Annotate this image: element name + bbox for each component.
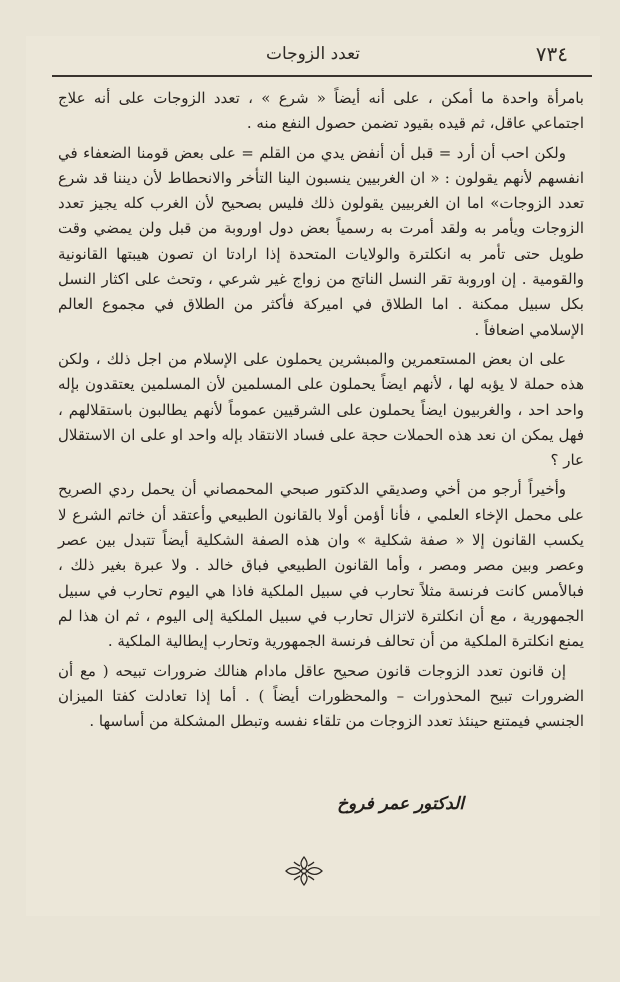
paragraph-5: إن قانون تعدد الزوجات قانون صحيح عاقل مادام هنالك ضرورات تبيحه ( مع أن الضرورات تبيح المحذورات – والمحظورات أيضاً ) . أما إذا تعادلت كفتا الميزان الجنسي فيمتنع حينئذ تعدد الزوجات من تلقاء نفسه وتبطل المشكلة من أساسها . <box>58 661 584 731</box>
running-title: تعدد الزوجات <box>265 44 360 64</box>
page-number: ٧٣٤ <box>535 42 568 66</box>
author-signature: الدكتور عمر فروخ <box>337 794 464 814</box>
paragraph-3: على ان بعض المستعمرين والمبشرين يحملون على الإسلام من اجل ذلك ، ولكن هذه حملة لا يؤبه لها ، لأنهم ايضاً يحملون على المسلمين لأن المسلمين يعتقدون بإله واحد احد ، والغربيون ايضاً يحملون على الشرقيين عموماً لأنهم يطالبون باستقلالهم ، فهل يمكن ان نعد هذه الحملات حجة على فساد الانتقاد بإله واحد او على ان الاستقلال عار ؟ <box>58 349 584 470</box>
paragraph-1: بامرأة واحدة ما أمكن ، على أنه أيضاً « شرع » ، تعدد الزوجات على أنه علاج اجتماعي عاقل، ثم قيده بقيود تضمن حصول النفع منه . <box>58 89 584 133</box>
floral-ornament-icon <box>282 854 326 888</box>
paragraph-4: وأخيراً أرجو من أخي وصديقي الدكتور صبحي المحمصاني أن يحمل ردي الصريح على محمل الإخاء العلمي ، فأنا أؤمن أولا بالقانون الطبيعي وأعتقد أن خاتم الشرع لا يكسب القانون إلا « صفة شكلية » وان هذه الصفة الشكلية أيضاً تتبدل بين عصر وعصر وبين مصر ومصر ، وأما القانون الطبيعي فباق خالد . ولا عبرة بغير ذلك ، فبالأمس كانت فرنسة مثلاً تحارب في سبيل الملكية فاذا هي اليوم تحارب في سبيل الجمهورية ، مع أن انكلترة لاتزال تحارب في سبيل الملكية إلى اليوم ، ثم ان هذا لم يمنع انكلترة الملكية من أن تحالف فرنسة الجمهورية وتحارب إيطالية الملكية . <box>58 480 584 651</box>
page-header <box>26 40 600 68</box>
header-rule <box>52 75 592 77</box>
article-body <box>58 86 584 738</box>
paragraph-2: ولكن احب أن أرد = قبل أن أنفض يدي من القلم = على بعض قومنا الضعفاء في انفسهم لأنهم يقولون : « ان الغربيين ينسبون الينا التأخر والانحطاط لأن ديننا قد شرع تعدد الزوجات» اما ان الغربيين يقولون ذلك فليس بصحيح لأن الغرب كله يجيز تعدد الزوجات ويأمر به ولقد أمرت به رسمياً بعض دول اوروبة من قبل ولن يمضي وقت طويل حتى تأمر به انكلترة والولايات المتحدة إذا ارادتا ان تصون هيبتها القانونية والقومية . إن اوروبة تقر النسل الناتج من زواج غير شرعي ، وتحث على اكثار النسل بكل سبيل ممكنة . اما الطلاق في اميركة فأكثر من الطلاق في مجموع العالم الإسلامي اضعافاً . <box>58 143 584 339</box>
